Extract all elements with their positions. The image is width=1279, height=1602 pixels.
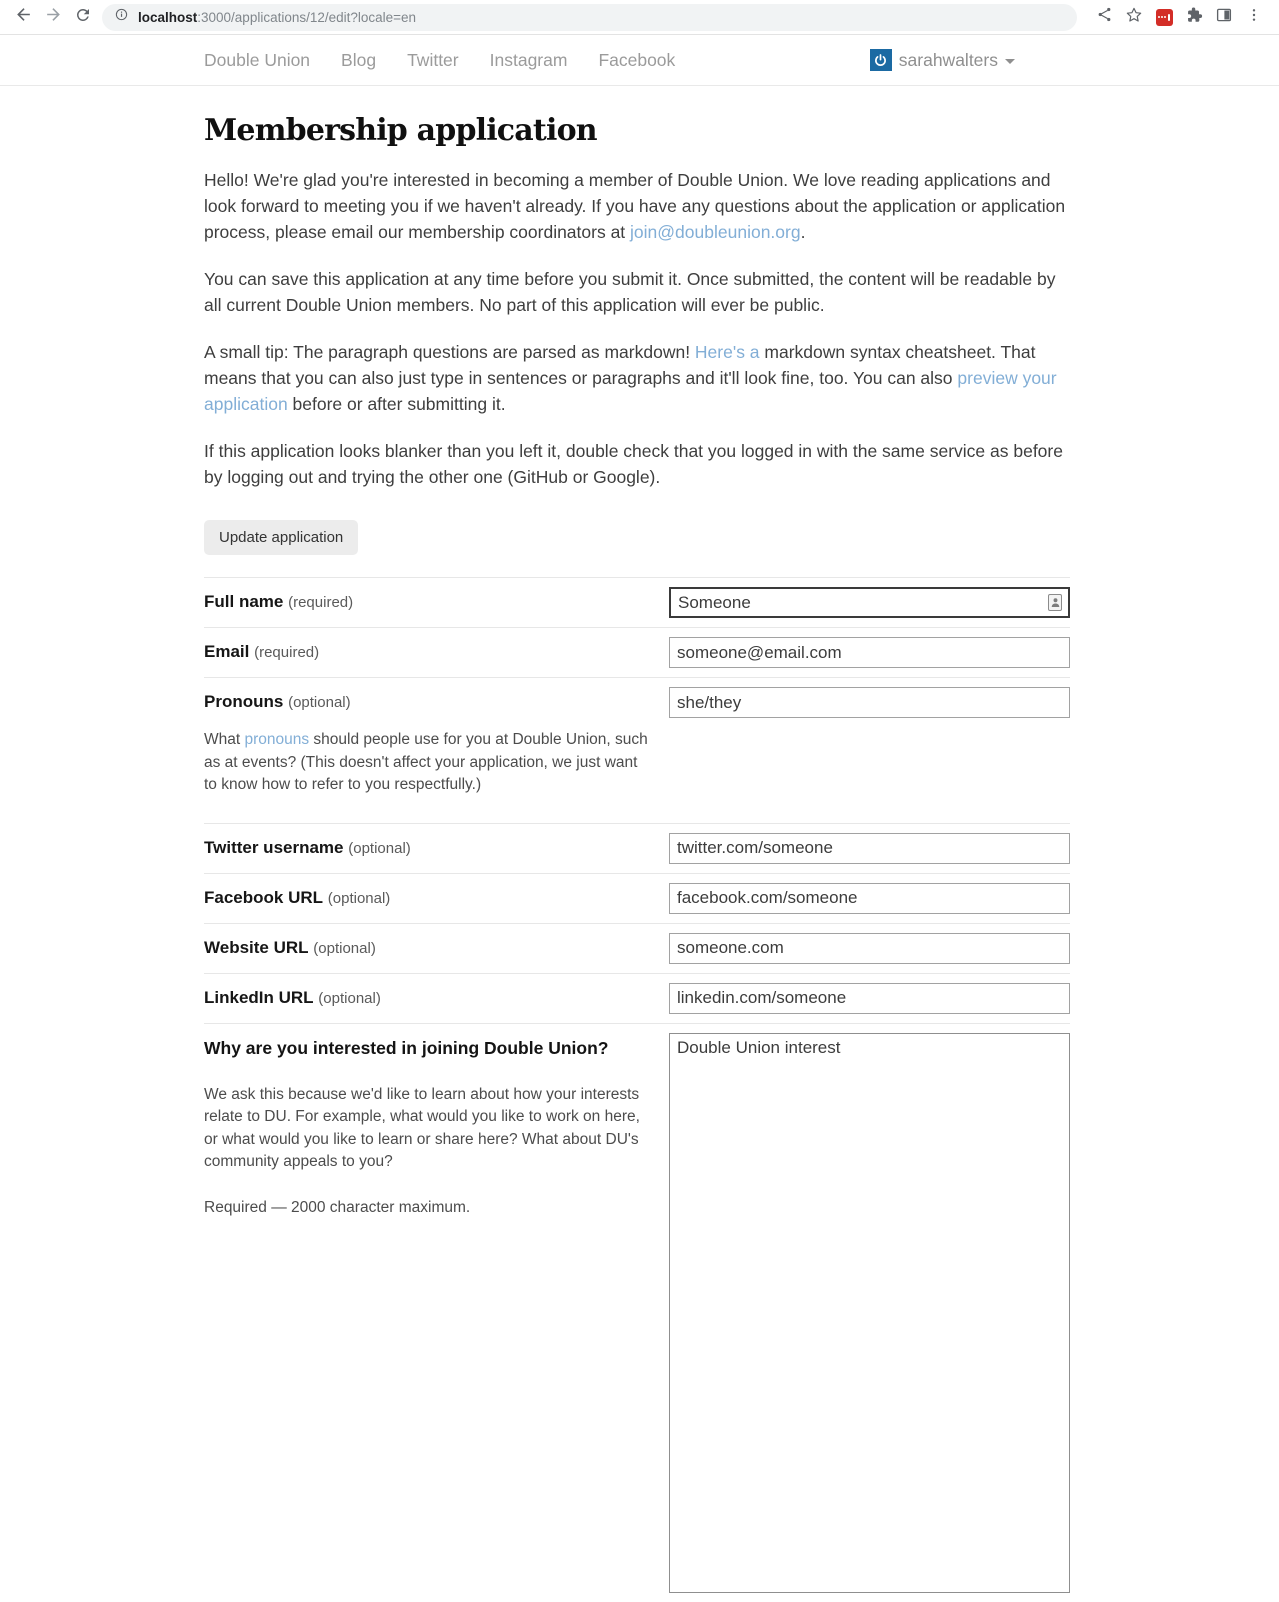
bookmark-button[interactable] [1119, 3, 1149, 31]
chevron-down-icon [1005, 59, 1015, 64]
reload-icon [74, 6, 92, 29]
nav-link-double-union[interactable]: Double Union [204, 49, 311, 70]
interest-required-note: Required — 2000 character maximum. [204, 1198, 471, 1216]
pronouns-input[interactable] [669, 687, 1070, 718]
update-application-button[interactable]: Update application [204, 520, 358, 555]
share-button[interactable] [1089, 3, 1119, 31]
intro-paragraph-4: If this application looks blanker than you left it, double check that you logged in with the same service as before by logging out and trying the other one (GitHub or Google). [204, 441, 1063, 487]
extensions-button[interactable] [1179, 3, 1209, 31]
full-name-input[interactable] [669, 587, 1070, 618]
forward-icon [44, 5, 63, 29]
forward-button[interactable] [38, 3, 68, 31]
intro-paragraph-3: A small tip: The paragraph questions are parsed as markdown! Here's a markdown syntax cheatsheet. That means that you can also just type in sentences or paragraphs and it'll look fine, too. You can also preview your application before or after submitting it. [204, 342, 1057, 414]
join-email-link[interactable]: join@doubleunion.org [630, 222, 801, 242]
intro-paragraph-2: You can save this application at any time before you submit it. Once submitted, the content will be readable by all current Double Union members. No part of this application will ever be public. [204, 269, 1056, 315]
address-bar[interactable] [102, 4, 1077, 31]
email-label: Email (required) [204, 642, 320, 661]
power-icon [873, 53, 888, 68]
website-input[interactable] [669, 933, 1070, 964]
form-row-full-name [204, 577, 1070, 627]
nav-link-instagram[interactable]: Instagram [489, 49, 568, 70]
share-icon [1096, 6, 1113, 28]
form-row-linkedin [204, 973, 1070, 1023]
interest-helper-text: We ask this because we'd like to learn about how your interests relate to DU. For example, what would you like to work on here, or what would you like to learn or share here? What about DU's community appeals to you? [204, 1085, 640, 1170]
username-label: sarahwalters [898, 49, 998, 70]
reload-button[interactable] [68, 3, 98, 31]
extensions-puzzle-icon [1185, 6, 1203, 29]
nav-link-blog[interactable]: Blog [341, 49, 377, 70]
url-text: localhost:3000/applications/12/edit?locale=en [138, 9, 417, 25]
intro-paragraph-1: Hello! We're glad you're interested in becoming a member of Double Union. We love reading applications and look forward to meeting you if we haven't already. If you have any questions about the application or application process, please email our membership coordinators at join@doubleunion.org. [204, 170, 1066, 242]
side-panel-button[interactable] [1209, 3, 1239, 31]
lastpass-extension-button[interactable] [1149, 3, 1179, 31]
twitter-input[interactable] [669, 833, 1070, 864]
site-navbar [0, 34, 1279, 86]
linkedin-input[interactable] [669, 983, 1070, 1014]
side-panel-icon [1215, 6, 1233, 29]
pronouns-link[interactable]: pronouns [244, 731, 310, 748]
info-icon[interactable] [114, 7, 129, 27]
interest-question-label: Why are you interested in joining Double Union? [204, 1037, 609, 1058]
pronouns-helper-text: What pronouns should people use for you at Double Union, such as at events? (This doesn't affect your application, we just want to know how to refer to you respectfully.) [204, 731, 648, 793]
avatar [870, 49, 892, 71]
email-input[interactable] [669, 637, 1070, 668]
form-row-pronouns [204, 677, 1070, 823]
nav-links [204, 50, 675, 71]
website-label: Website URL (optional) [204, 937, 376, 957]
main-content [204, 113, 1070, 1602]
form-row-interest [204, 1023, 1070, 1602]
nav-link-facebook[interactable]: Facebook [598, 49, 676, 70]
browser-toolbar [0, 0, 1279, 34]
bookmark-star-icon [1125, 6, 1143, 29]
facebook-input[interactable] [669, 883, 1070, 914]
back-button[interactable] [8, 3, 38, 31]
pronouns-label: Pronouns (optional) [204, 692, 351, 711]
nav-link-twitter[interactable]: Twitter [407, 49, 459, 70]
menu-kebab-icon [1246, 7, 1262, 28]
linkedin-label: LinkedIn URL (optional) [204, 987, 381, 1007]
back-icon [14, 5, 33, 29]
facebook-label: Facebook URL (optional) [204, 887, 391, 907]
autofill-contact-icon[interactable] [1048, 594, 1062, 611]
form-row-website [204, 923, 1070, 973]
markdown-cheatsheet-link[interactable]: Here's a [694, 342, 760, 362]
twitter-label: Twitter username (optional) [204, 837, 411, 857]
form-row-twitter [204, 823, 1070, 873]
interest-textarea[interactable] [669, 1033, 1070, 1593]
preview-application-link[interactable]: preview your application [204, 368, 1057, 414]
form-row-facebook [204, 873, 1070, 923]
browser-menu-button[interactable] [1239, 3, 1269, 31]
full-name-label: Full name (required) [204, 592, 354, 611]
form-row-email [204, 627, 1070, 677]
user-menu[interactable] [870, 49, 1015, 71]
page-title: Membership application [204, 113, 597, 148]
lastpass-extension-icon [1156, 9, 1173, 26]
